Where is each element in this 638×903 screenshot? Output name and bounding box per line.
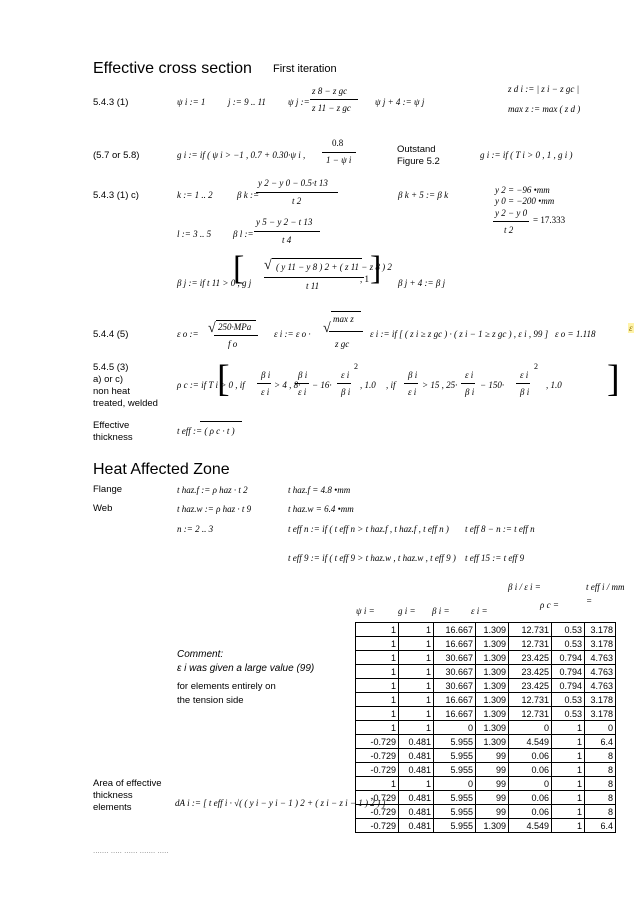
psi-j-numerator: z 8 − z gc bbox=[312, 86, 348, 96]
ref-5-4-5-3: 5.4.5 (3) a) or c) non heat treated, welded bbox=[93, 362, 158, 409]
rho-part-d: , if bbox=[386, 380, 396, 390]
eps-o-value: ε o = 1.118 bbox=[555, 329, 596, 339]
comment-title: Comment: bbox=[177, 649, 224, 660]
rho-cell: 0.794 bbox=[552, 665, 585, 679]
beta-cell: 16.667 bbox=[434, 693, 476, 707]
beta-eps-cell: 23.425 bbox=[509, 651, 552, 665]
teff-cell: 8 bbox=[585, 777, 616, 791]
psi-cell: 1 bbox=[356, 777, 399, 791]
n-range: n := 2 .. 3 bbox=[177, 524, 214, 534]
rho-cell: 1 bbox=[552, 819, 585, 833]
rho-cell: 0.53 bbox=[552, 693, 585, 707]
rho-cell: 0.53 bbox=[552, 637, 585, 651]
fraction-bar bbox=[329, 331, 363, 332]
psi-cell: -0.729 bbox=[356, 735, 399, 749]
beta-cell: 5.955 bbox=[434, 763, 476, 777]
eps-o-numerator: 250·MPa bbox=[218, 322, 252, 332]
g-numerator: 0.8 bbox=[332, 138, 344, 148]
area-formula: dA i := [ t eff i · √( ( y i − y i − 1 ) 2 + ( z i − z i − 1 ) 2 ) ] bbox=[175, 798, 386, 808]
beta-k-denominator: t 2 bbox=[292, 196, 302, 206]
eps-cell: 1.309 bbox=[476, 707, 509, 721]
ratio-value: = 17.333 bbox=[533, 215, 566, 225]
psi-cell: 1 bbox=[356, 707, 399, 721]
fraction-bar bbox=[214, 335, 258, 336]
eps-cell: 99 bbox=[476, 749, 509, 763]
table-row bbox=[356, 819, 616, 833]
teff-cell: 8 bbox=[585, 763, 616, 777]
footer-text: ....... ..... ...... ....... ..... bbox=[93, 846, 169, 855]
eps-cell: 99 bbox=[476, 763, 509, 777]
close-bracket: ] bbox=[370, 250, 382, 287]
psi-cell: 1 bbox=[356, 651, 399, 665]
beta-eps-cell: 0.06 bbox=[509, 749, 552, 763]
eps-cell: 1.309 bbox=[476, 665, 509, 679]
g-cell: 0.481 bbox=[399, 805, 434, 819]
g-cell: 1 bbox=[399, 637, 434, 651]
psi-cell: -0.729 bbox=[356, 805, 399, 819]
header-psi: ψ i = bbox=[356, 606, 375, 616]
thaz-f-def: t haz.f := ρ haz · t 2 bbox=[177, 485, 248, 495]
figure-label: Figure 5.2 bbox=[397, 156, 440, 167]
sqrt-sign: √ bbox=[323, 321, 331, 336]
web-label: Web bbox=[93, 503, 113, 514]
rho-cell: 1 bbox=[552, 749, 585, 763]
beta-cell: 30.667 bbox=[434, 665, 476, 679]
psi-cell: -0.729 bbox=[356, 819, 399, 833]
beta-cell: 16.667 bbox=[434, 707, 476, 721]
eps-i-num: ε i bbox=[465, 370, 474, 380]
teff-cell: 8 bbox=[585, 749, 616, 763]
g-cell: 1 bbox=[399, 777, 434, 791]
beta-i-den: β i bbox=[341, 387, 351, 397]
cropped-symbol: ε bbox=[629, 323, 633, 333]
square-exponent: 2 bbox=[354, 362, 358, 371]
teff-cell: 6.4 bbox=[585, 819, 616, 833]
eps-cell: 1.309 bbox=[476, 637, 509, 651]
beta-cell: 0 bbox=[434, 777, 476, 791]
max-z-def: max z := max ( z d ) bbox=[508, 104, 581, 114]
close-bracket: ] bbox=[607, 358, 620, 400]
table-row bbox=[356, 735, 616, 749]
beta-j-denominator: t 11 bbox=[306, 281, 320, 291]
rho-lhs: ρ c := if T i > 0 , if bbox=[177, 380, 245, 390]
outstand-label: Outstand bbox=[397, 144, 436, 155]
rho-cell: 0.794 bbox=[552, 651, 585, 665]
z-d-def: z d i := | z i − z gc | bbox=[508, 84, 580, 94]
psi-cell: 1 bbox=[356, 721, 399, 735]
beta-eps-cell: 0 bbox=[509, 721, 552, 735]
ref-5-4-3-1: 5.4.3 (1) bbox=[93, 97, 129, 108]
fraction-bar bbox=[254, 231, 320, 232]
beta-j4-def: β j + 4 := β j bbox=[398, 278, 446, 288]
rho-part-f: − 150· bbox=[480, 380, 505, 390]
beta-eps-cell: 23.425 bbox=[509, 679, 552, 693]
sqrt-sign: √ bbox=[264, 258, 272, 273]
table-row bbox=[356, 693, 616, 707]
rho-part-c: , 1.0 bbox=[360, 380, 376, 390]
psi-j-lhs: ψ j := bbox=[288, 97, 310, 107]
eps-cell: 1.309 bbox=[476, 651, 509, 665]
g-outstand-def: g i := if ( T i > 0 , 1 , g i ) bbox=[480, 150, 573, 160]
ref-effective-thickness: Effective thickness bbox=[93, 420, 133, 443]
eps-cell: 1.309 bbox=[476, 679, 509, 693]
beta-eps-cell: 4.549 bbox=[509, 735, 552, 749]
rho-cell: 1 bbox=[552, 777, 585, 791]
eps-i-den: ε i bbox=[298, 387, 307, 397]
beta-l-numerator: y 5 − y 2 − t 13 bbox=[256, 217, 313, 227]
rho-part-g: , 1.0 bbox=[546, 380, 562, 390]
beta-cell: 16.667 bbox=[434, 637, 476, 651]
section-title: Effective cross section bbox=[93, 60, 252, 77]
beta-j-root: ( y 11 − y 8 ) 2 + ( z 11 − z 8 ) 2 bbox=[276, 262, 392, 272]
header-g: g i = bbox=[398, 606, 416, 616]
eps-i-if: ε i := if [ ( z i ≥ z gc ) · ( z i − 1 ≥ z gc ) , ε i , 99 ] bbox=[370, 329, 549, 339]
g-cell: 0.481 bbox=[399, 735, 434, 749]
thaz-w-value: t haz.w = 6.4 •mm bbox=[288, 504, 354, 514]
psi-cell: 1 bbox=[356, 679, 399, 693]
beta-cell: 16.667 bbox=[434, 623, 476, 637]
k-range: k := 1 .. 2 bbox=[177, 190, 213, 200]
eps-o-denominator: f o bbox=[228, 339, 238, 349]
beta-eps-cell: 12.731 bbox=[509, 693, 552, 707]
eps-i-num: ε i bbox=[341, 370, 350, 380]
l-range: l := 3 .. 5 bbox=[177, 229, 212, 239]
rho-cell: 1 bbox=[552, 805, 585, 819]
results-table bbox=[355, 622, 616, 833]
table-row bbox=[356, 651, 616, 665]
rho-cell: 1 bbox=[552, 763, 585, 777]
rho-cell: 0.53 bbox=[552, 707, 585, 721]
beta-i-den: β i bbox=[465, 387, 475, 397]
header-beta: β i = bbox=[432, 606, 450, 616]
fraction-bar bbox=[493, 221, 529, 222]
g-cell: 1 bbox=[399, 651, 434, 665]
open-bracket: [ bbox=[233, 250, 245, 287]
ref-5-4-3-1-c: 5.4.3 (1) c) bbox=[93, 190, 139, 201]
rho-cell: 1 bbox=[552, 791, 585, 805]
table-row bbox=[356, 707, 616, 721]
psi-cell: -0.729 bbox=[356, 749, 399, 763]
beta-eps-cell: 0.06 bbox=[509, 791, 552, 805]
teff-cell: 3.178 bbox=[585, 693, 616, 707]
psi-j4-def: ψ j + 4 := ψ j bbox=[375, 97, 425, 107]
beta-k5-def: β k + 5 := β k bbox=[398, 190, 449, 200]
psi-j-denominator: z 11 − z gc bbox=[312, 103, 351, 113]
teff-cell: 8 bbox=[585, 805, 616, 819]
open-bracket: [ bbox=[217, 358, 230, 400]
g-cell: 0.481 bbox=[399, 791, 434, 805]
g-cell: 1 bbox=[399, 693, 434, 707]
g-cell: 1 bbox=[399, 623, 434, 637]
table-row bbox=[356, 763, 616, 777]
beta-eps-cell: 0.06 bbox=[509, 805, 552, 819]
thaz-f-value: t haz.f = 4.8 •mm bbox=[288, 485, 351, 495]
eps-i-den: ε i bbox=[261, 387, 270, 397]
rho-part-a: > 4 , 8· bbox=[274, 380, 301, 390]
beta-cell: 0 bbox=[434, 721, 476, 735]
header-beta-over-eps: β i / ε i = bbox=[508, 582, 541, 592]
teff-8n-def: t eff 8 − n := t eff n bbox=[465, 524, 535, 534]
ratio-numerator: y 2 − y 0 bbox=[495, 208, 528, 218]
fraction-bar bbox=[461, 383, 475, 384]
eps-i-denominator: z gc bbox=[335, 339, 350, 349]
j-range: j := 9 .. 11 bbox=[228, 97, 266, 107]
beta-eps-cell: 23.425 bbox=[509, 665, 552, 679]
beta-cell: 5.955 bbox=[434, 749, 476, 763]
beta-eps-cell: 12.731 bbox=[509, 707, 552, 721]
table-row bbox=[356, 791, 616, 805]
vector-bar bbox=[200, 421, 242, 422]
flange-label: Flange bbox=[93, 484, 123, 495]
beta-eps-cell: 4.549 bbox=[509, 819, 552, 833]
beta-j-lhs: β j := if t 11 > 0 , g j bbox=[177, 278, 252, 288]
teff-cell: 6.4 bbox=[585, 735, 616, 749]
table-row bbox=[356, 623, 616, 637]
teff-9-def: t eff 9 := if ( t eff 9 > t haz.w , t haz.w , t eff 9 ) bbox=[288, 553, 456, 563]
g-cell: 1 bbox=[399, 665, 434, 679]
sqrt-sign: √ bbox=[208, 321, 216, 336]
beta-i-num: β i bbox=[408, 370, 418, 380]
eps-i-numerator: max z bbox=[333, 314, 354, 324]
teff-cell: 8 bbox=[585, 791, 616, 805]
g-denominator: 1 − ψ i bbox=[326, 155, 352, 165]
beta-cell: 30.667 bbox=[434, 651, 476, 665]
thaz-w-def: t haz.w := ρ haz · t 9 bbox=[177, 504, 252, 514]
teff-cell: 4.763 bbox=[585, 651, 616, 665]
g-cell: 0.481 bbox=[399, 819, 434, 833]
g-cell: 1 bbox=[399, 707, 434, 721]
table-row bbox=[356, 721, 616, 735]
haz-title: Heat Affected Zone bbox=[93, 461, 230, 478]
psi-cell: 1 bbox=[356, 665, 399, 679]
teff-cell: 3.178 bbox=[585, 637, 616, 651]
eps-o-lhs: ε o := bbox=[177, 329, 199, 339]
beta-cell: 5.955 bbox=[434, 735, 476, 749]
teff-cell: 3.178 bbox=[585, 623, 616, 637]
eps-cell: 99 bbox=[476, 805, 509, 819]
comment-block bbox=[177, 648, 314, 708]
psi-cell: -0.729 bbox=[356, 791, 399, 805]
table-row bbox=[356, 777, 616, 791]
teff-cell: 3.178 bbox=[585, 707, 616, 721]
fraction-bar bbox=[404, 383, 418, 384]
beta-eps-cell: 0.06 bbox=[509, 763, 552, 777]
area-label: Area of effective thickness elements bbox=[93, 778, 162, 813]
beta-cell: 30.667 bbox=[434, 679, 476, 693]
psi-cell: 1 bbox=[356, 623, 399, 637]
table-row bbox=[356, 749, 616, 763]
eps-cell: 99 bbox=[476, 791, 509, 805]
teff-n-def: t eff n := if ( t eff n > t haz.f , t haz.f , t eff n ) bbox=[288, 524, 449, 534]
teff-cell: 0 bbox=[585, 721, 616, 735]
beta-eps-cell: 12.731 bbox=[509, 637, 552, 651]
beta-j-end: , 1 bbox=[360, 274, 369, 284]
g-cell: 0.481 bbox=[399, 749, 434, 763]
comment-line-1: ε i was given a large value (99) bbox=[177, 663, 315, 674]
table-row bbox=[356, 665, 616, 679]
ref-5-4-4-5: 5.4.4 (5) bbox=[93, 329, 129, 340]
beta-cell: 5.955 bbox=[434, 791, 476, 805]
table-row bbox=[356, 679, 616, 693]
psi-cell: 1 bbox=[356, 637, 399, 651]
beta-k-numerator: y 2 − y 0 − 0.5·t 13 bbox=[258, 178, 328, 188]
eps-cell: 1.309 bbox=[476, 693, 509, 707]
fraction-bar bbox=[256, 192, 338, 193]
eps-i-den: ε i bbox=[408, 387, 417, 397]
ratio-denominator: t 2 bbox=[504, 225, 514, 235]
psi-cell: -0.729 bbox=[356, 763, 399, 777]
eps-cell: 1.309 bbox=[476, 623, 509, 637]
beta-cell: 5.955 bbox=[434, 819, 476, 833]
rho-part-e: > 15 , 25· bbox=[422, 380, 458, 390]
eps-i-num: ε i bbox=[520, 370, 529, 380]
sqrt-bar bbox=[216, 320, 256, 321]
beta-k-lhs: β k := bbox=[237, 190, 260, 200]
g-cell: 0.481 bbox=[399, 763, 434, 777]
table-row bbox=[356, 637, 616, 651]
beta-eps-cell: 0 bbox=[509, 777, 552, 791]
comment-line-3: the tension side bbox=[177, 695, 244, 706]
beta-cell: 5.955 bbox=[434, 805, 476, 819]
square-exponent: 2 bbox=[534, 362, 538, 371]
beta-i-num: β i bbox=[261, 370, 271, 380]
fraction-bar bbox=[322, 152, 356, 153]
header-eps: ε i = bbox=[471, 606, 488, 616]
rho-cell: 1 bbox=[552, 721, 585, 735]
sqrt-bar bbox=[331, 311, 361, 312]
header-rho: ρ c = bbox=[540, 600, 559, 610]
fraction-bar bbox=[516, 383, 530, 384]
fraction-bar bbox=[295, 383, 309, 384]
teff-15-def: t eff 15 := t eff 9 bbox=[465, 553, 525, 563]
fraction-bar bbox=[264, 277, 364, 278]
beta-i-num: β i bbox=[298, 370, 308, 380]
teff-def: t eff := ( ρ c · t ) bbox=[177, 426, 235, 436]
rho-cell: 0.53 bbox=[552, 623, 585, 637]
beta-l-lhs: β l := bbox=[233, 229, 254, 239]
beta-i-den: β i bbox=[520, 387, 530, 397]
psi-i-def: ψ i := 1 bbox=[177, 97, 206, 107]
sqrt-bar bbox=[272, 258, 362, 259]
teff-cell: 4.763 bbox=[585, 679, 616, 693]
teff-cell: 4.763 bbox=[585, 665, 616, 679]
beta-l-denominator: t 4 bbox=[282, 235, 292, 245]
g-cell: 1 bbox=[399, 721, 434, 735]
table-row bbox=[356, 805, 616, 819]
rho-cell: 1 bbox=[552, 735, 585, 749]
psi-cell: 1 bbox=[356, 693, 399, 707]
comment-line-2: for elements entirely on bbox=[177, 681, 276, 692]
fraction-bar bbox=[310, 99, 358, 100]
y0-value: y 0 = −200 •mm bbox=[495, 196, 555, 206]
fraction-bar bbox=[337, 383, 351, 384]
eps-cell: 1.309 bbox=[476, 735, 509, 749]
eps-i-lhs: ε i := ε o · bbox=[274, 329, 311, 339]
rho-cell: 0.794 bbox=[552, 679, 585, 693]
eps-cell: 1.309 bbox=[476, 721, 509, 735]
g-cell: 1 bbox=[399, 679, 434, 693]
beta-eps-cell: 12.731 bbox=[509, 623, 552, 637]
g-def: g i := if ( ψ i > −1 , 0.7 + 0.30·ψ i , bbox=[177, 150, 306, 160]
y2-value: y 2 = −96 •mm bbox=[495, 185, 550, 195]
eps-cell: 1.309 bbox=[476, 819, 509, 833]
fraction-bar bbox=[257, 383, 271, 384]
rho-part-b: − 16· bbox=[312, 380, 332, 390]
ref-5-7-5-8: (5.7 or 5.8) bbox=[93, 150, 140, 161]
header-teff: t eff i / mm = bbox=[586, 582, 625, 606]
eps-cell: 99 bbox=[476, 777, 509, 791]
section-subtitle: First iteration bbox=[273, 63, 337, 75]
